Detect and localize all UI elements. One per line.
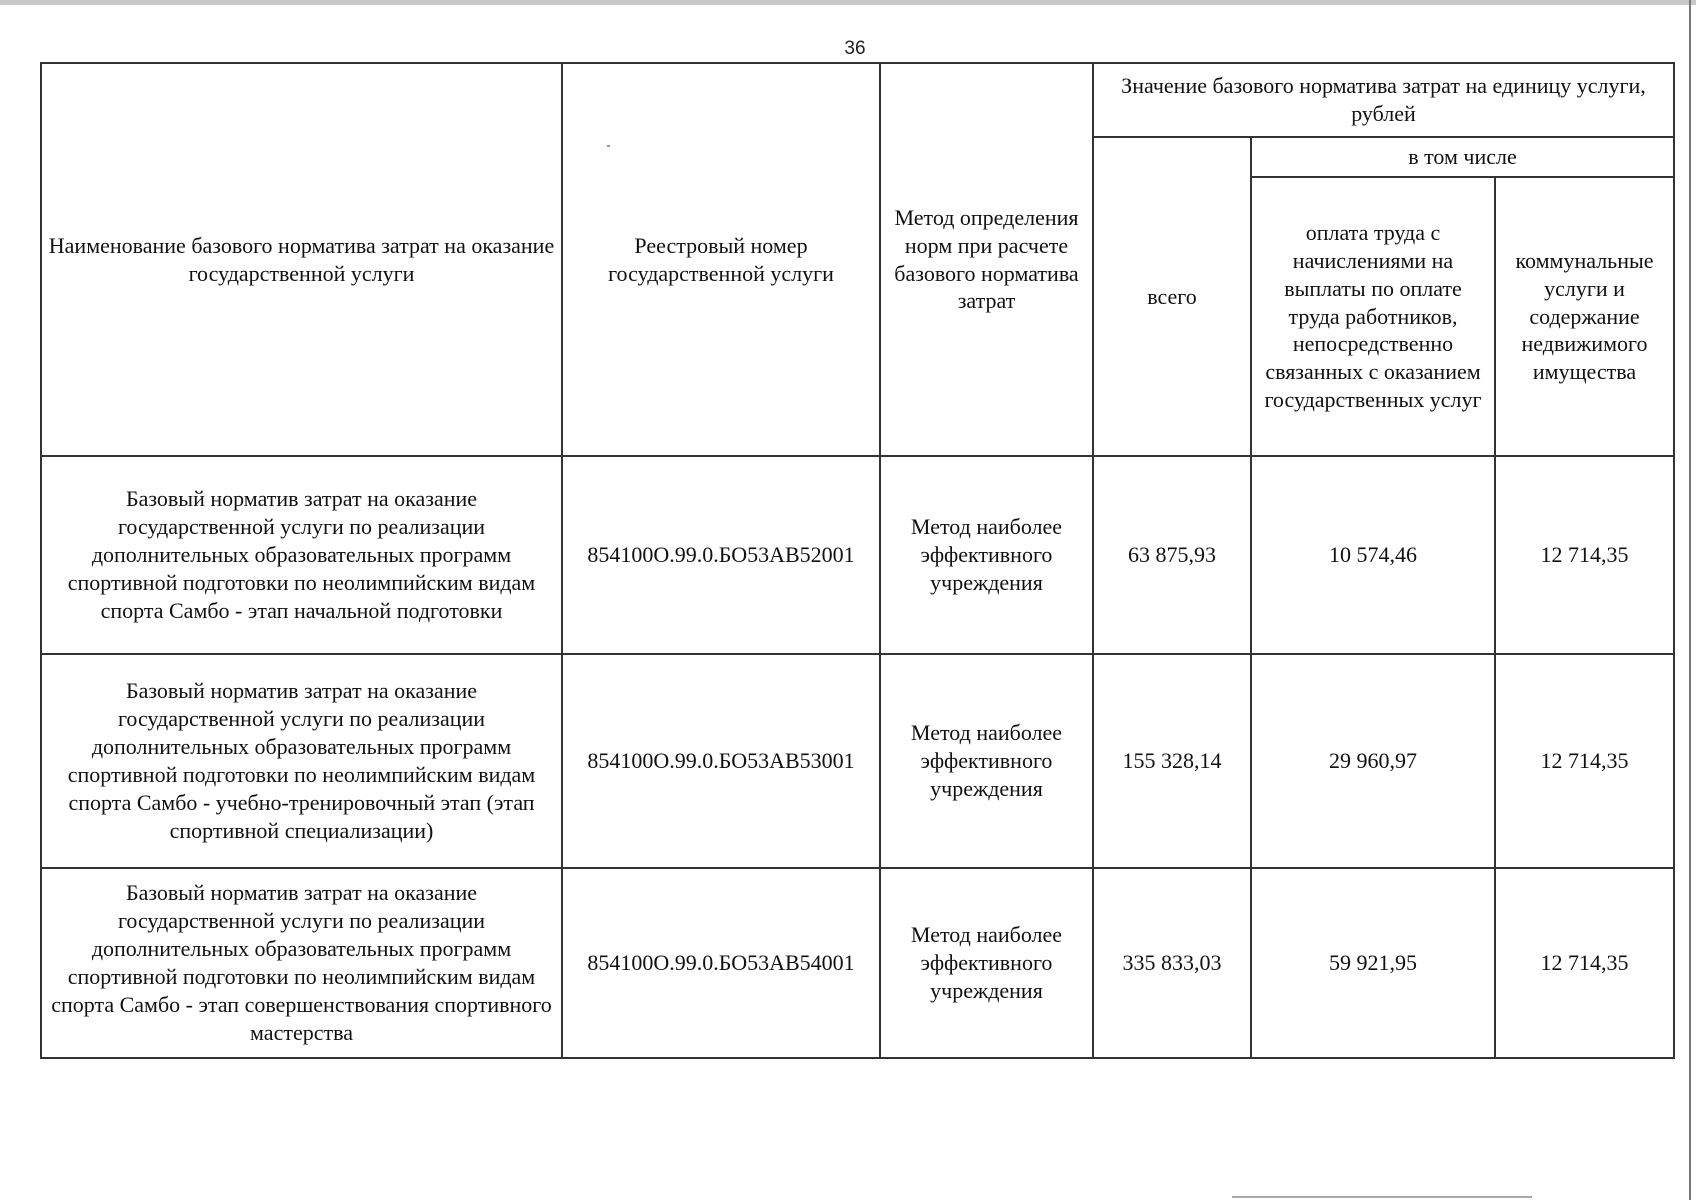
row-name: Базовый норматив затрат на оказание государственной услуги по реализации дополнительных образовательных программ спортивной подготовки по неолимпийским видам спорта Самбо - этап начальной подготовки (41, 456, 562, 654)
table-row (41, 456, 1674, 654)
header-total: всего (1093, 137, 1251, 456)
header-labor-costs: оплата труда с начислениями на выплаты по оплате труда работников, непосредственно связанных с оказанием государственных услуг (1251, 177, 1495, 456)
scan-bottom-mark (1232, 1196, 1532, 1198)
header-name: Наименование базового норматива затрат на оказание государственной услуги (41, 63, 562, 456)
row-registry-number: 854100О.99.0.БО53АВ54001 (562, 868, 880, 1058)
row-method: Метод наиболее эффективного учреждения (880, 868, 1093, 1058)
row-name: Базовый норматив затрат на оказание государственной услуги по реализации дополнительных образовательных программ спортивной подготовки по неолимпийским видам спорта Самбо - учебно-тренировочный этап (этап спортивной специализации) (41, 654, 562, 868)
header-method: Метод определения норм при расчете базового норматива затрат (880, 63, 1093, 456)
header-row-1 (41, 63, 1674, 137)
row-method: Метод наиболее эффективного учреждения (880, 654, 1093, 868)
row-labor: 10 574,46 (1251, 456, 1495, 654)
row-utilities: 12 714,35 (1495, 456, 1674, 654)
table-row (41, 654, 1674, 868)
header-utilities: коммунальные услуги и содержание недвижимого имущества (1495, 177, 1674, 456)
header-value-group: Значение базового норматива затрат на единицу услуги, рублей (1093, 63, 1674, 137)
row-utilities: 12 714,35 (1495, 654, 1674, 868)
scan-top-edge (0, 0, 1696, 5)
row-labor: 59 921,95 (1251, 868, 1495, 1058)
header-registry-number: Реестровый номер государственной услуги (562, 63, 880, 456)
header-including: в том числе (1251, 137, 1674, 177)
row-name: Базовый норматив затрат на оказание государственной услуги по реализации дополнительных образовательных программ спортивной подготовки по неолимпийским видам спорта Самбо - этап совершенствования спортивного мастерства (41, 868, 562, 1058)
row-total: 335 833,03 (1093, 868, 1251, 1058)
page-number: 36 (844, 38, 866, 59)
scan-right-edge (1689, 0, 1691, 1200)
row-labor: 29 960,97 (1251, 654, 1495, 868)
row-utilities: 12 714,35 (1495, 868, 1674, 1058)
row-total: 63 875,93 (1093, 456, 1251, 654)
row-registry-number: 854100О.99.0.БО53АВ53001 (562, 654, 880, 868)
row-registry-number: 854100О.99.0.БО53АВ52001 (562, 456, 880, 654)
row-total: 155 328,14 (1093, 654, 1251, 868)
cost-norms-table (40, 62, 1675, 1059)
table-row (41, 868, 1674, 1058)
row-method: Метод наиболее эффективного учреждения (880, 456, 1093, 654)
